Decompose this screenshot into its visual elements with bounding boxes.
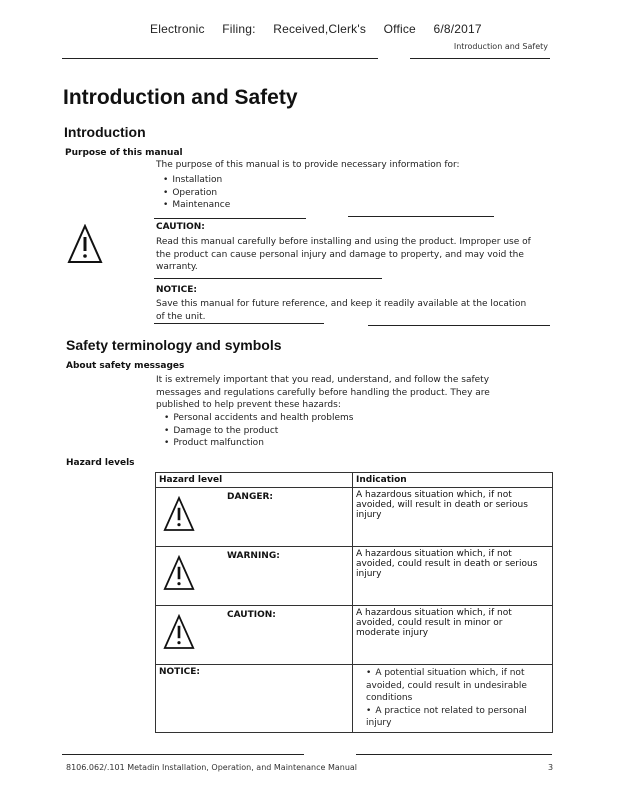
column-header: Hazard level	[156, 473, 353, 488]
warning-triangle-icon	[67, 224, 103, 264]
footer-rule	[356, 754, 552, 755]
purpose-list	[163, 174, 230, 212]
list-item: • A potential situation which, if not avoided, could result in undesirable conditions	[366, 667, 549, 705]
danger-label: DANGER:	[227, 492, 274, 502]
caution-label: CAUTION:	[156, 222, 205, 232]
caution-triangle-icon	[163, 614, 195, 650]
hazard-level-cell	[156, 547, 353, 606]
caution-text: Read this manual carefully before installing and using the product. Improper use of the product can cause personal injury and damage to property, and may void the warranty.	[156, 237, 531, 272]
list-item: • Operation	[163, 187, 230, 200]
column-header: Indication	[353, 473, 553, 488]
block-rule	[154, 323, 324, 324]
indication-cell: A hazardous situation which, if not avoided, could result in minor or moderate injury	[353, 606, 553, 665]
header-rule	[62, 58, 378, 59]
warning-triangle-icon	[163, 555, 195, 591]
section-heading-safety: Safety terminology and symbols	[66, 337, 282, 353]
indication-cell	[353, 665, 553, 733]
list-item: • Product malfunction	[164, 437, 353, 450]
filing-stamp	[150, 22, 496, 36]
block-rule	[348, 216, 494, 217]
list-item: • A practice not related to personal injury	[366, 705, 549, 730]
safety-lead: It is extremely important that you read, understand, and follow the safety messages and regulations carefully before handling the product. They are published to help prevent these hazards:	[156, 375, 490, 410]
hazard-level-cell	[156, 665, 353, 733]
stamp-word: Received,Clerk's	[273, 22, 367, 36]
stamp-date: 6/8/2017	[433, 22, 482, 36]
block-rule	[154, 218, 306, 219]
table-row	[156, 547, 553, 606]
table-row	[156, 665, 553, 733]
hazard-level-cell	[156, 488, 353, 547]
notice-label: NOTICE:	[156, 285, 198, 295]
page-title: Introduction and Safety	[63, 86, 298, 109]
subheading-hazard-levels: Hazard levels	[66, 458, 135, 468]
purpose-lead: The purpose of this manual is to provide necessary information for:	[156, 160, 460, 170]
notice-text: Save this manual for future reference, and keep it readily available at the location of the unit.	[156, 299, 527, 322]
list-item: • Installation	[163, 174, 230, 187]
list-item: • Personal accidents and health problems	[164, 412, 353, 425]
hazard-levels-table	[155, 472, 553, 733]
subheading-safety-messages: About safety messages	[66, 361, 185, 371]
table-row	[156, 606, 553, 665]
indication-cell: A hazardous situation which, if not avoided, could result in death or serious injury	[353, 547, 553, 606]
footer-rule	[62, 754, 304, 755]
running-header: Introduction and Safety	[453, 42, 548, 51]
block-rule	[154, 278, 382, 279]
stamp-word: Electronic	[150, 22, 205, 36]
warning-label: WARNING:	[227, 551, 280, 561]
list-item: • Damage to the product	[164, 425, 353, 438]
stamp-word: Filing:	[222, 22, 256, 36]
notice-indication-list	[356, 667, 549, 730]
page-number: 3	[548, 763, 554, 772]
section-heading-introduction: Introduction	[64, 124, 146, 140]
table-header-row	[156, 473, 553, 488]
hazard-list	[164, 412, 353, 450]
notice-level-label: NOTICE:	[159, 667, 201, 677]
subheading-purpose: Purpose of this manual	[65, 148, 183, 158]
stamp-word: Office	[383, 22, 416, 36]
indication-cell: A hazardous situation which, if not avoided, will result in death or serious injury	[353, 488, 553, 547]
block-rule	[368, 325, 550, 326]
hazard-level-cell	[156, 606, 353, 665]
header-rule	[410, 58, 550, 59]
danger-triangle-icon	[163, 496, 195, 532]
caution-level-label: CAUTION:	[227, 610, 276, 620]
list-item: • Maintenance	[163, 199, 230, 212]
footer-text: 8106.062/.101 Metadin Installation, Operation, and Maintenance Manual	[66, 763, 358, 772]
table-row	[156, 488, 553, 547]
